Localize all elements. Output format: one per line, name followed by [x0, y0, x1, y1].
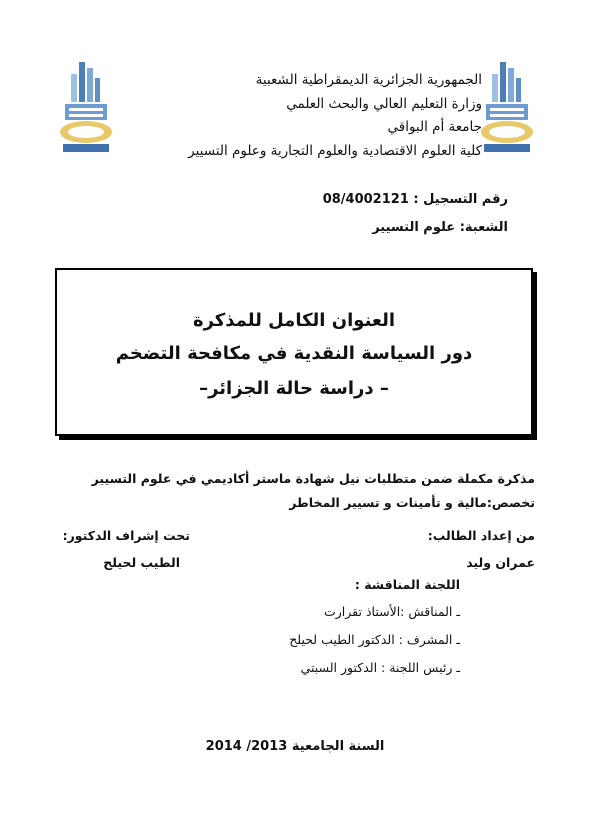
institution-header [188, 69, 482, 163]
title-label: العنوان الكامل للمذكرة [192, 310, 396, 331]
thesis-description: مذكرة مكملة ضمن متطلبات نيل شهادة ماستر أكاديمي في علوم التسيير [91, 471, 535, 486]
specialization: تخصص:مالية و تأمينات و تسيير المخاطر [289, 495, 535, 510]
thesis-subtitle: – دراسة حالة الجزائر– [199, 378, 389, 399]
header-line-republic: الجمهورية الجزائرية الديمقراطية الشعبية [255, 72, 482, 88]
supervisor-name: الطيب لحيلح [103, 555, 180, 570]
header-line-faculty: كلية العلوم الاقتصادية والعلوم التجارية وعلوم التسيير [188, 142, 482, 159]
student-name: عمران وليد [466, 555, 535, 570]
thesis-title-box [55, 268, 533, 436]
prepared-by-label: من إعداد الطالب: [427, 528, 535, 543]
university-logo-right [478, 58, 536, 158]
committee-title: اللجنة المناقشة : [354, 577, 460, 592]
branch-field: الشعبة: علوم التسيير [372, 220, 508, 235]
header-line-university: جامعة أم البواقي [387, 119, 482, 135]
committee-member-examiner: ـ المناقش :الأستاذ تقرارت [324, 604, 460, 619]
academic-year: السنة الجامعية 2013/ 2014 [205, 739, 385, 754]
registration-number: رقم التسجيل : 08/4002121 [322, 192, 508, 207]
university-logo-left [57, 58, 115, 158]
supervisor-label: تحت إشراف الدكتور: [62, 528, 190, 543]
committee-member-president: ـ رئيس اللجنة : الدكتور السبتي [300, 660, 460, 675]
committee-member-supervisor: ـ المشرف : الدكتور الطيب لحيلح [289, 632, 460, 647]
thesis-title: دور السياسة النقدية في مكافحة التضخم [115, 343, 473, 364]
header-line-ministry: وزارة التعليم العالي والبحث العلمي [286, 95, 482, 112]
